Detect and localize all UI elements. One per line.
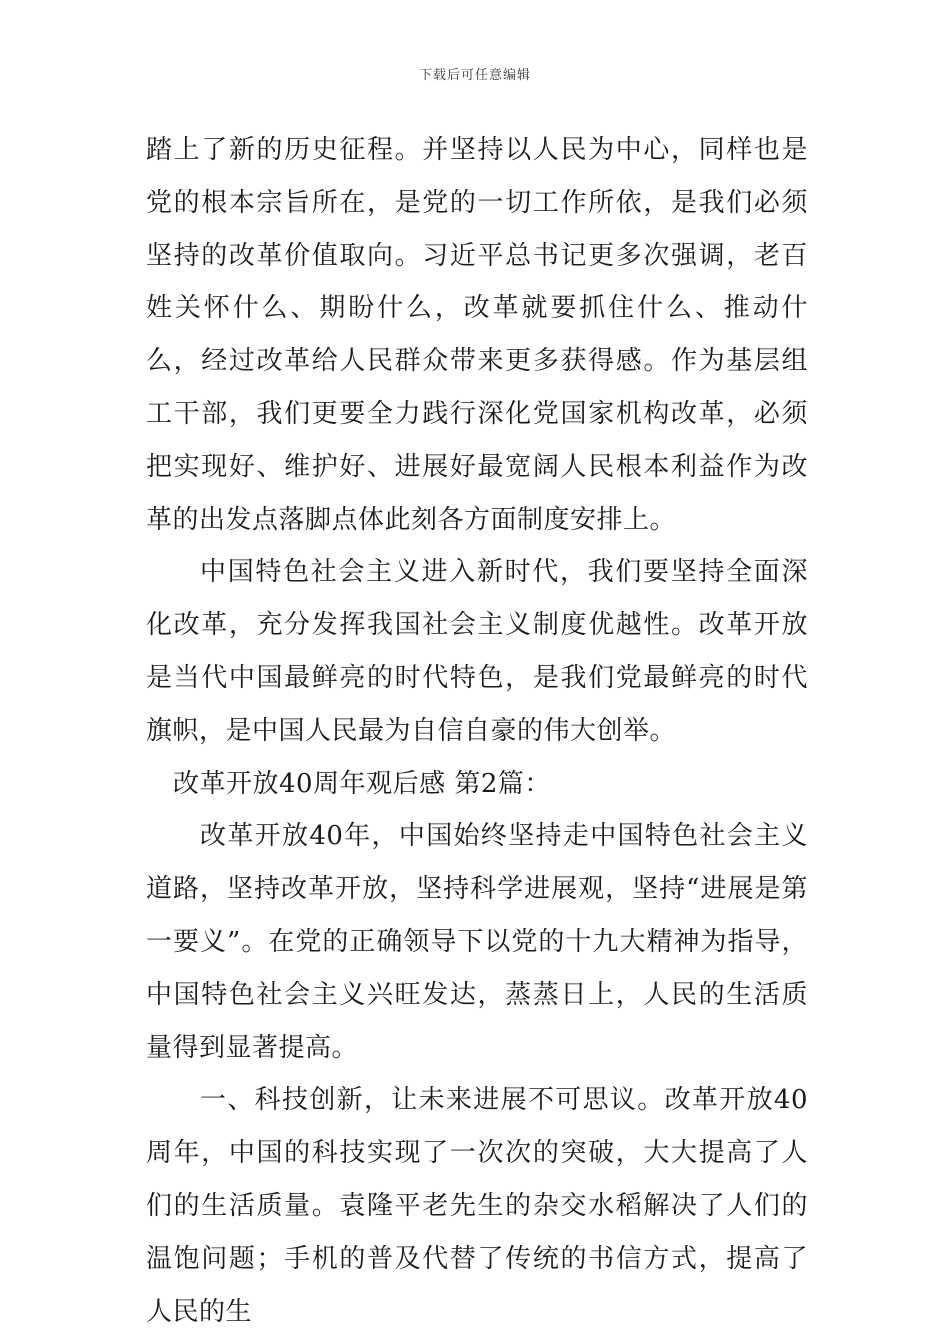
paragraph-forty-years: 改革开放40年，中国始终坚持走中国特色社会主义道路，坚持改革开放，坚持科学进展观，坚持“进展是第一要义”。在党的正确领导下以党的十九大精神为指导，中国特色社会主义兴旺发达，蒸蒸日上，人民的生活质量得到显著提高。 bbox=[146, 821, 808, 1063]
paragraph-new-era: 中国特色社会主义进入新时代，我们要坚持全面深化改革，充分发挥我国社会主义制度优越性。改革开放是当代中国最鲜亮的时代特色，是我们党最鲜亮的时代旗帜，是中国人民最为自信自豪的伟大创举。 bbox=[146, 557, 808, 746]
paragraph-tech-innovation: 一、科技创新，让未来进展不可思议。改革开放40周年，中国的科技实现了一次次的突破，大大提高了人们的生活质量。袁隆平老先生的杂交水稻解决了人们的温饱问题；手机的普及代替了传统的书信方式，提高了人民的生 bbox=[146, 1085, 808, 1327]
section-heading: 改革开放40周年观后感 第2篇： bbox=[173, 768, 551, 799]
document-body bbox=[146, 124, 808, 1338]
page-header-note: 下载后可任意编辑 bbox=[418, 68, 531, 83]
paragraph-continued: 踏上了新的历史征程。并坚持以人民为中心，同样也是党的根本宗旨所在，是党的一切工作所依，是我们必须坚持的改革价值取向。习近平总书记更多次强调，老百姓关怀什么、期盼什么，改革就要抓住什么、推动什么，经过改革给人民群众带来更多获得感。作为基层组工干部，我们更要全力践行深化党国家机构改革，必须把实现好、维护好、进展好最宽阔人民根本利益作为改革的出发点落脚点体此刻各方面制度安排上。 bbox=[146, 135, 808, 535]
